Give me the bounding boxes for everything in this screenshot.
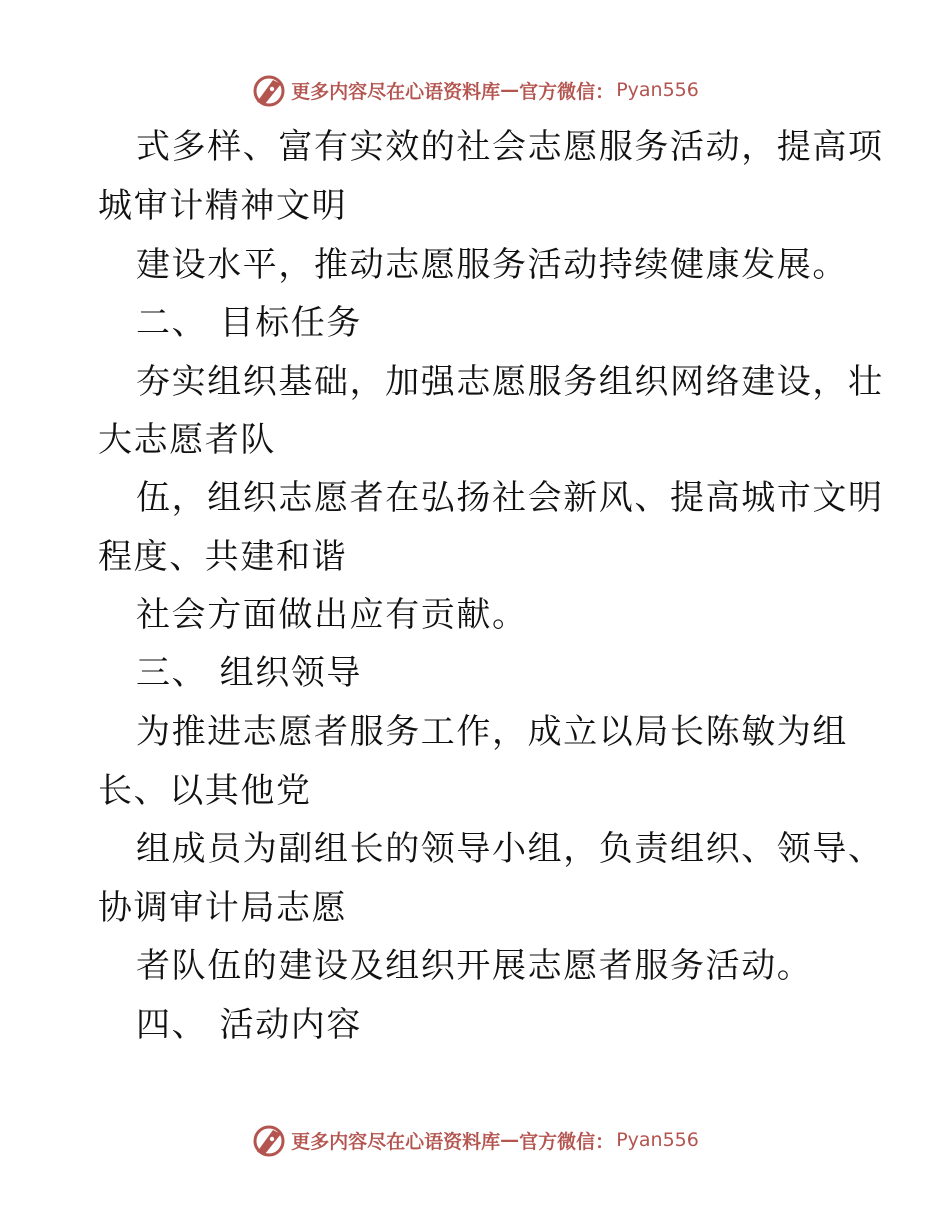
body-line: 程度、共建和谐 bbox=[98, 537, 348, 577]
body-line: 组成员为副组长的领导小组，负责组织、领导、 bbox=[136, 829, 884, 869]
body-line: 城审计精神文明 bbox=[98, 186, 348, 226]
body-line: 夯实组织基础，加强志愿服务组织网络建设，壮 bbox=[136, 362, 884, 402]
body-line: 大志愿者队 bbox=[98, 420, 276, 460]
section-heading: 三、 组织领导 bbox=[136, 653, 363, 693]
watermark-wechat-id: Pyan556 bbox=[616, 79, 699, 101]
body-line: 为推进志愿者服务工作，成立以局长陈敏为组 bbox=[136, 712, 848, 752]
pen-nib-circle-icon bbox=[251, 72, 287, 108]
pen-nib-circle-icon bbox=[251, 1122, 287, 1158]
body-line: 式多样、富有实效的社会志愿服务活动，提高项 bbox=[136, 127, 884, 167]
body-line: 建设水平，推动志愿服务活动持续健康发展。 bbox=[136, 245, 848, 285]
header-watermark bbox=[0, 70, 950, 110]
body-line: 伍，组织志愿者在弘扬社会新风、提高城市文明 bbox=[136, 478, 884, 518]
watermark-separator: — bbox=[500, 79, 520, 101]
footer-watermark bbox=[0, 1120, 950, 1160]
body-line: 社会方面做出应有贡献。 bbox=[136, 595, 528, 635]
watermark-wechat-label: 官方微信： bbox=[519, 1130, 615, 1153]
body-line: 长、以其他党 bbox=[98, 771, 312, 811]
watermark-wechat-label: 官方微信： bbox=[519, 80, 615, 103]
watermark-brand-text: 更多内容尽在心语资料库 bbox=[291, 1130, 501, 1153]
watermark-brand-text: 更多内容尽在心语资料库 bbox=[291, 80, 501, 103]
watermark-wechat-id: Pyan556 bbox=[616, 1129, 699, 1151]
body-line: 者队伍的建设及组织开展志愿者服务活动。 bbox=[136, 946, 813, 986]
section-heading: 四、 活动内容 bbox=[136, 1005, 363, 1045]
body-line: 协调审计局志愿 bbox=[98, 888, 348, 928]
section-heading: 二、 目标任务 bbox=[136, 303, 363, 343]
watermark-separator: — bbox=[500, 1129, 520, 1151]
